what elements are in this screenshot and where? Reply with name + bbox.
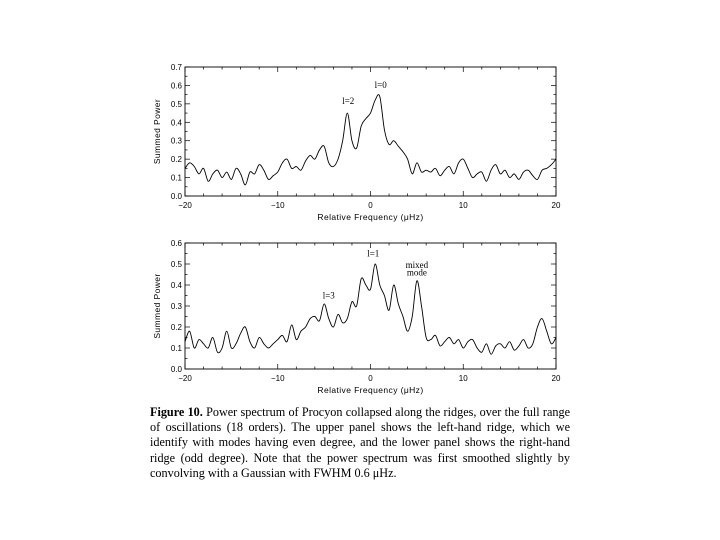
lower-panel: [152, 239, 561, 395]
y-tick-label: 0.3: [170, 136, 182, 146]
peak-annotation: l=3: [322, 290, 335, 301]
y-tick-label: 0.1: [170, 344, 182, 353]
x-tick-label: 0: [368, 201, 373, 210]
y-tick-label: 0.6: [170, 81, 182, 91]
y-tick-label: 0.4: [170, 281, 182, 290]
x-tick-label: −20: [178, 201, 192, 210]
peak-annotation: l=2: [342, 95, 355, 106]
y-axis-label: Summed Power: [152, 273, 162, 339]
x-tick-label: 20: [551, 374, 561, 383]
peak-annotation: mode: [406, 267, 427, 278]
peak-annotation: l=1: [367, 248, 380, 259]
y-tick-label: 0.4: [170, 118, 182, 128]
y-tick-label: 0.0: [170, 365, 182, 374]
plot-frame: [185, 67, 556, 196]
y-tick-label: 0.1: [170, 173, 182, 183]
y-tick-label: 0.3: [170, 302, 182, 311]
x-tick-label: 10: [458, 201, 468, 210]
x-tick-label: −20: [178, 374, 192, 383]
x-axis-label: Relative Frequency (μHz): [317, 385, 424, 395]
peak-annotation: l=0: [374, 80, 387, 91]
x-axis-label: Relative Frequency (μHz): [317, 212, 424, 222]
x-tick-label: 20: [551, 201, 561, 210]
x-tick-label: −10: [270, 374, 285, 383]
caption-text: Power spectrum of Procyon collapsed along the ridges, over the full range of oscillations (18 orders). The upper panel shows the left-hand ridge, which we identify with modes having even degree, and the lower panel shows the right-hand ridge (odd degree). Note that the power spectrum was first smoothed slightly by convolving with a Gaussian with FWHM 0.6 μHz.: [150, 405, 570, 480]
plot-frame: [185, 243, 556, 369]
y-tick-label: 0.2: [170, 323, 182, 332]
x-tick-label: 0: [368, 374, 373, 383]
y-tick-label: 0.5: [170, 260, 182, 269]
y-tick-label: 0.7: [170, 63, 182, 72]
power-spectrum-line: [185, 95, 556, 185]
y-tick-label: 0.2: [170, 155, 182, 165]
caption-label: Figure 10.: [150, 405, 203, 419]
figure-caption: [150, 405, 570, 481]
x-tick-label: −10: [270, 201, 285, 210]
y-tick-label: 0.5: [170, 99, 182, 109]
peak-annotation: mixed: [405, 260, 429, 271]
y-tick-label: 0.6: [170, 239, 182, 248]
power-spectrum-line: [185, 264, 556, 354]
y-tick-label: 0.0: [170, 192, 182, 201]
y-axis-label: Summed Power: [152, 98, 162, 165]
x-tick-label: 10: [458, 374, 468, 383]
upper-panel: [152, 63, 561, 222]
